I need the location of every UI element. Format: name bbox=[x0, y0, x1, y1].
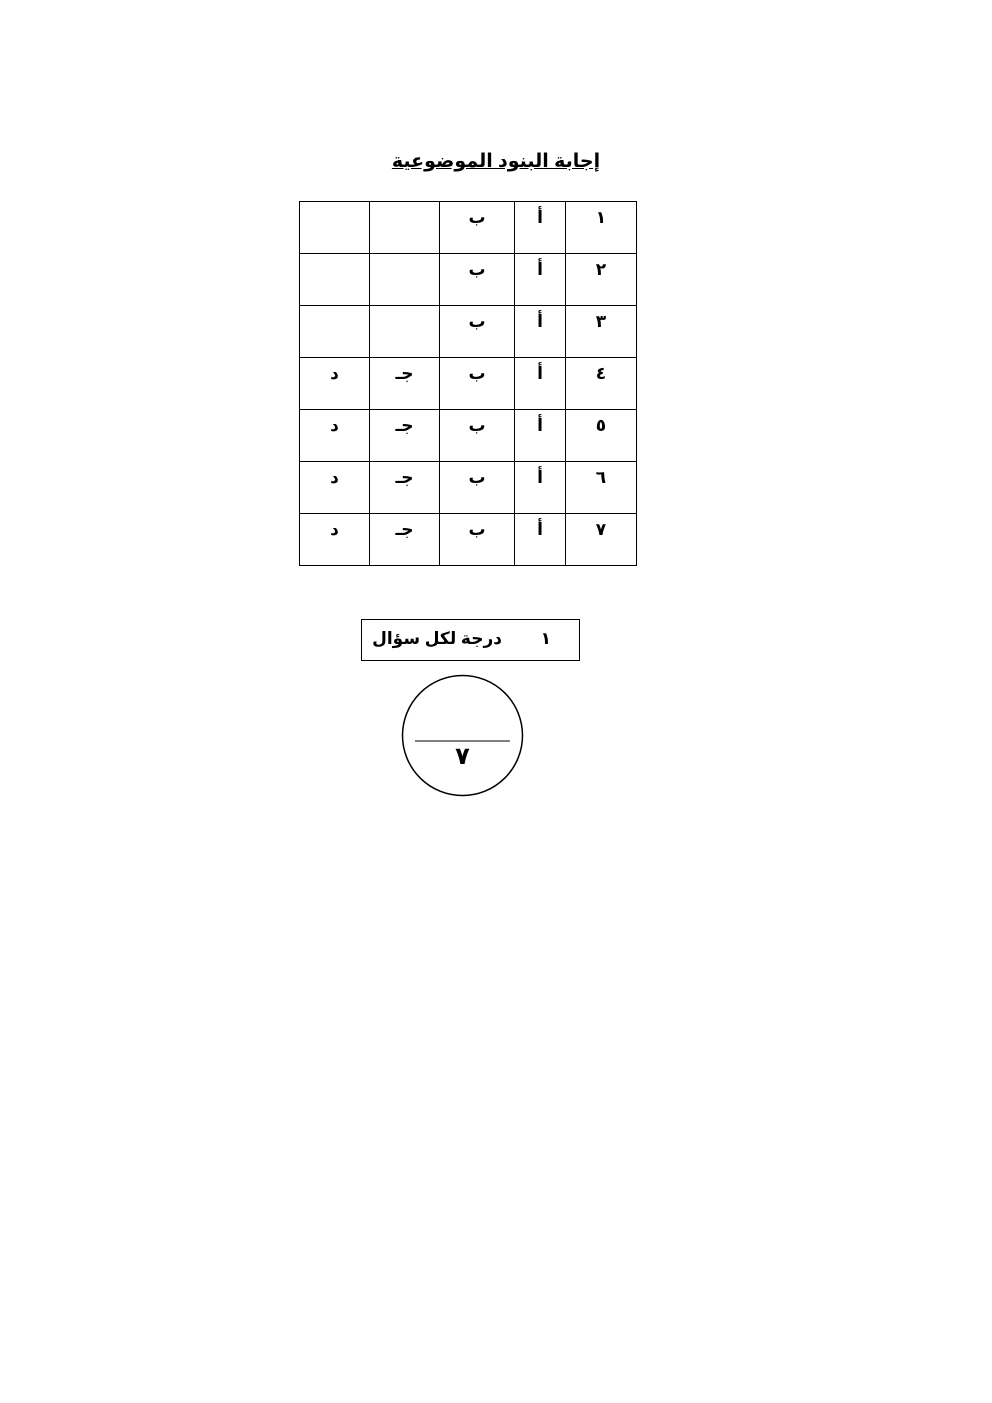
option-a-cell: أ bbox=[515, 254, 566, 306]
option-d-cell: د bbox=[300, 358, 370, 410]
option-c-cell bbox=[370, 254, 440, 306]
question-number-cell: ٥ bbox=[566, 410, 637, 462]
page-title: إجابة البنود الموضوعية bbox=[391, 151, 601, 172]
option-b-cell: ب bbox=[440, 358, 515, 410]
option-b-cell: ب bbox=[440, 202, 515, 254]
option-d-cell bbox=[300, 306, 370, 358]
option-d-cell: د bbox=[300, 514, 370, 566]
option-d-cell bbox=[300, 202, 370, 254]
option-a-cell: أ bbox=[515, 358, 566, 410]
question-number-cell: ٦ bbox=[566, 462, 637, 514]
table-row bbox=[300, 358, 637, 410]
points-label: درجة لكل سؤال bbox=[372, 629, 502, 648]
answer-table bbox=[299, 201, 637, 566]
option-b-cell: ب bbox=[440, 514, 515, 566]
table-row bbox=[300, 462, 637, 514]
option-d-cell: د bbox=[300, 462, 370, 514]
option-c-cell: جـ bbox=[370, 462, 440, 514]
question-number-cell: ٣ bbox=[566, 306, 637, 358]
question-number-cell: ٧ bbox=[566, 514, 637, 566]
option-c-cell: جـ bbox=[370, 358, 440, 410]
option-a-cell: أ bbox=[515, 202, 566, 254]
table-row bbox=[300, 306, 637, 358]
score-circle bbox=[401, 674, 524, 797]
option-c-cell bbox=[370, 306, 440, 358]
table-row bbox=[300, 202, 637, 254]
option-b-cell: ب bbox=[440, 462, 515, 514]
points-per-question-box bbox=[361, 619, 580, 661]
option-a-cell: أ bbox=[515, 410, 566, 462]
question-number-cell: ١ bbox=[566, 202, 637, 254]
option-a-cell: أ bbox=[515, 514, 566, 566]
option-d-cell bbox=[300, 254, 370, 306]
table-row bbox=[300, 254, 637, 306]
table-row bbox=[300, 514, 637, 566]
option-b-cell: ب bbox=[440, 410, 515, 462]
option-d-cell: د bbox=[300, 410, 370, 462]
option-c-cell: جـ bbox=[370, 410, 440, 462]
question-number-cell: ٢ bbox=[566, 254, 637, 306]
question-number-cell: ٤ bbox=[566, 358, 637, 410]
score-total: ٧ bbox=[455, 743, 470, 770]
option-b-cell: ب bbox=[440, 306, 515, 358]
option-b-cell: ب bbox=[440, 254, 515, 306]
points-value: ١ bbox=[540, 629, 551, 648]
table-row bbox=[300, 410, 637, 462]
option-c-cell bbox=[370, 202, 440, 254]
score-circle-outline bbox=[403, 676, 523, 796]
option-a-cell: أ bbox=[515, 462, 566, 514]
option-a-cell: أ bbox=[515, 306, 566, 358]
option-c-cell: جـ bbox=[370, 514, 440, 566]
